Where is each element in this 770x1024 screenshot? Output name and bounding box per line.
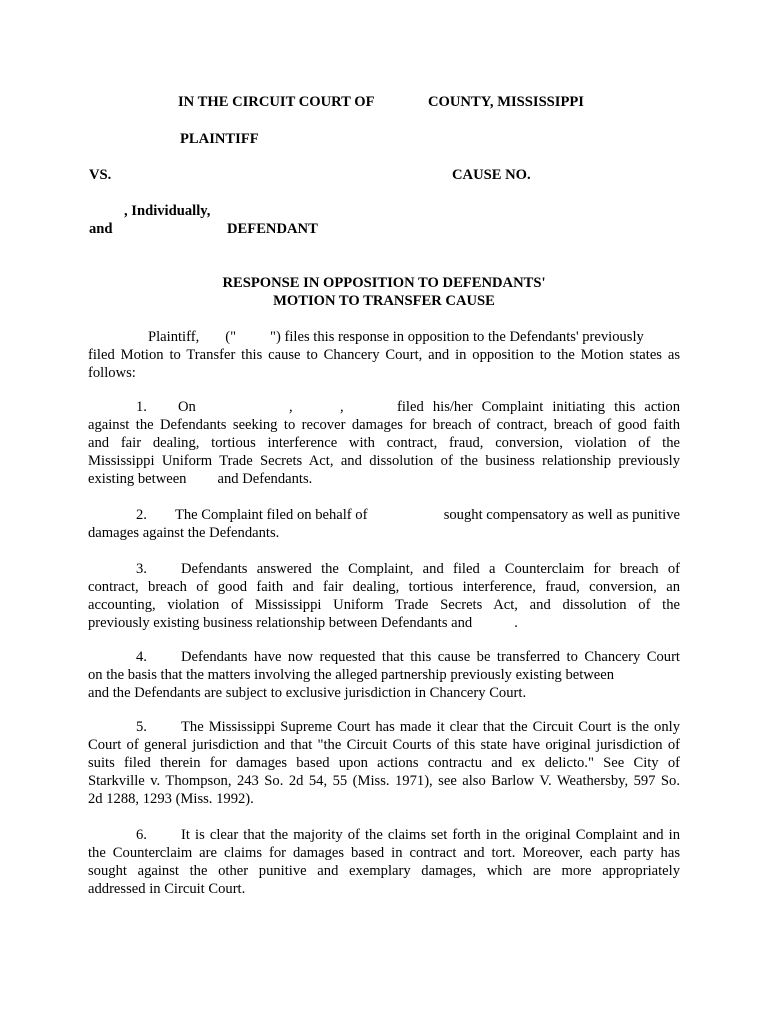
intro-paragraph <box>88 328 680 382</box>
paragraph-5-line-3: suits filed therein for damages based upon actions contractu and ex delicto." See City of <box>88 755 680 771</box>
paragraph-6-line-1: It is clear that the majority of the claims set forth in the original Complaint and in <box>181 827 680 843</box>
court-county: COUNTY, MISSISSIPPI <box>428 94 584 110</box>
paragraph-3-number: 3. <box>136 561 147 577</box>
paragraph-6-number: 6. <box>136 827 147 843</box>
cause-number-label: CAUSE NO. <box>452 167 531 183</box>
paragraph-6-line-4: addressed in Circuit Court. <box>88 881 246 897</box>
defendant-label: DEFENDANT <box>227 221 318 237</box>
paragraph-6 <box>88 826 680 898</box>
paragraph-2-number: 2. <box>136 507 147 523</box>
paragraph-6-line-3: sought against the other punitive and exemplary damages, which are more appropriately <box>88 863 680 879</box>
paragraph-1-line-5a: existing between <box>88 471 187 487</box>
intro-line-2: filed Motion to Transfer this cause to Chancery Court, and in opposition to the Motion states as <box>88 347 680 363</box>
paragraph-5 <box>88 718 680 808</box>
paragraph-4-line-3: and the Defendants are subject to exclusive jurisdiction in Chancery Court. <box>88 685 527 701</box>
paragraph-1-line-4: Mississippi Uniform Trade Secrets Act, and dissolution of the business relationship previously <box>88 453 680 469</box>
document-title-line-2: MOTION TO TRANSFER CAUSE <box>273 293 495 309</box>
document-title-line-1: RESPONSE IN OPPOSITION TO DEFENDANTS' <box>222 275 546 291</box>
paragraph-3-line-2: contract, breach of good faith and fair dealing, tortious interference, fraud, conversion, an <box>88 579 680 595</box>
paragraph-2-line-1a: The Complaint filed on behalf of <box>174 507 368 523</box>
paragraph-3-line-4b: . <box>514 615 518 631</box>
paragraph-5-line-5: 2d 1288, 1293 (Miss. 1992). <box>88 791 254 807</box>
paragraph-3-line-1: Defendants answered the Complaint, and filed a Counterclaim for breach of <box>181 561 680 577</box>
intro-line-3: follows: <box>88 365 136 381</box>
paragraph-2 <box>88 506 680 542</box>
intro-line-1: ") files this response in opposition to the Defendants' previously <box>270 329 644 345</box>
paragraph-5-number: 5. <box>136 719 147 735</box>
paragraph-5-line-4: Starkville v. Thompson, 243 So. 2d 54, 55 (Miss. 1971), see also Barlow V. Weathersby, 597 So. <box>88 773 680 789</box>
paragraph-1-line-1: filed his/her Complaint initiating this action <box>397 399 680 415</box>
individually-label: , Individually, <box>124 203 211 219</box>
and-label: and <box>89 221 113 237</box>
paragraph-5-line-1: The Mississippi Supreme Court has made it clear that the Circuit Court is the only <box>181 719 680 735</box>
paragraph-1-on: On <box>177 399 196 415</box>
paragraph-4-number: 4. <box>136 649 147 665</box>
paragraph-1-line-5b: and Defendants. <box>217 471 313 487</box>
paragraph-3-line-4a: previously existing business relationship between Defendants and <box>88 615 473 631</box>
paragraph-1 <box>88 398 680 488</box>
intro-quote-open: (" <box>225 329 237 345</box>
paragraph-1-number: 1. <box>136 399 147 415</box>
versus-label: VS. <box>89 167 112 183</box>
court-name-left: IN THE CIRCUIT COURT OF <box>178 94 375 110</box>
intro-plaintiff-word: Plaintiff, <box>148 329 200 345</box>
paragraph-3 <box>88 560 680 632</box>
paragraph-1-comma-2: , <box>340 399 344 415</box>
plaintiff-label: PLAINTIFF <box>180 131 259 147</box>
paragraph-4 <box>88 648 680 702</box>
paragraph-5-line-2: Court of general jurisdiction and that "the Circuit Courts of this state have original jurisdiction of <box>88 737 680 753</box>
paragraph-3-line-3: accounting, violation of Mississippi Uniform Trade Secrets Act, and dissolution of the <box>88 597 680 613</box>
paragraph-4-line-1: Defendants have now requested that this cause be transferred to Chancery Court <box>181 649 680 665</box>
paragraph-2-line-2: damages against the Defendants. <box>88 525 280 541</box>
paragraph-6-line-2: the Counterclaim are claims for damages based in contract and tort. Moreover, each party has <box>88 845 680 861</box>
paragraph-1-line-2: against the Defendants seeking to recover damages for breach of contract, breach of good faith <box>88 417 680 433</box>
paragraph-4-line-2: on the basis that the matters involving the alleged partnership previously existing between <box>88 667 615 683</box>
paragraph-2-line-1b: sought compensatory as well as punitive <box>443 507 680 523</box>
paragraph-1-line-3: and fair dealing, tortious interference with contract, fraud, conversion, violation of the <box>88 435 680 451</box>
paragraph-1-comma-1: , <box>289 399 293 415</box>
